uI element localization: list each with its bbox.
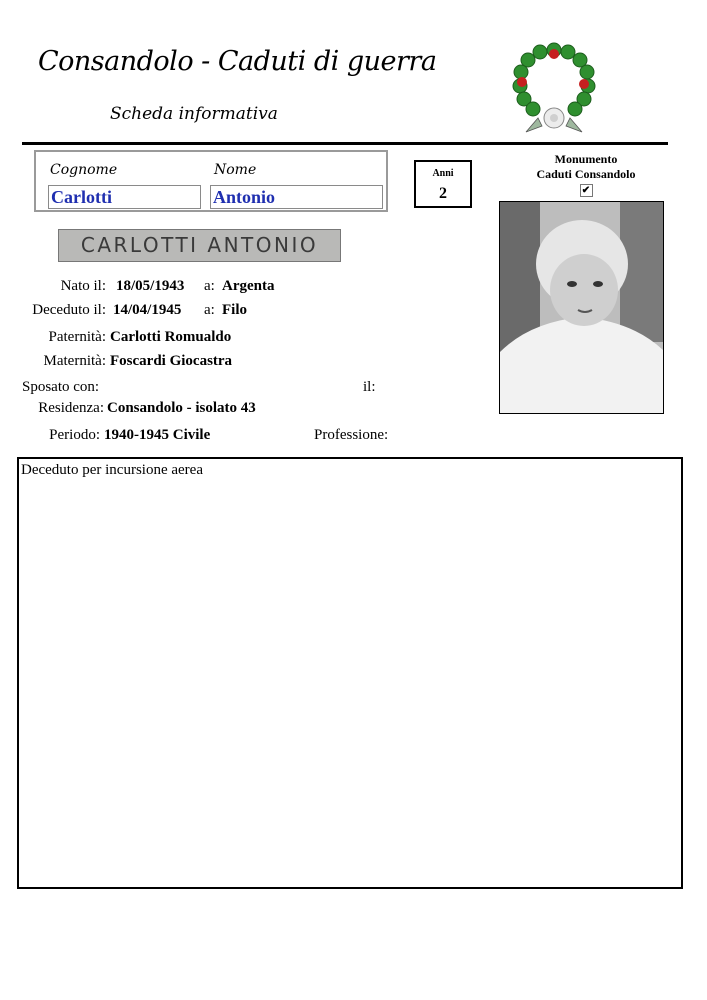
sposato-label: Sposato con: bbox=[22, 379, 100, 395]
residenza-label: Residenza: bbox=[38, 400, 104, 416]
monument-checkbox[interactable]: ✔ bbox=[580, 184, 593, 197]
nome-label: Nome bbox=[214, 162, 257, 178]
portrait-photo bbox=[499, 201, 664, 414]
maternita-value: Foscardi Giocastra bbox=[110, 353, 233, 369]
header-rule bbox=[22, 142, 668, 145]
nato-place: Argenta bbox=[222, 278, 275, 294]
monument-line2: Caduti Consandolo bbox=[536, 167, 636, 181]
periodo-label: Periodo: bbox=[49, 427, 100, 443]
periodo-value: 1940-1945 Civile bbox=[104, 427, 211, 443]
deceduto-a-label: a: bbox=[204, 302, 215, 318]
notes-box bbox=[17, 457, 683, 889]
deceduto-date: 14/04/1945 bbox=[113, 302, 182, 318]
cognome-field[interactable]: Carlotti bbox=[48, 185, 201, 209]
page-subtitle: Scheda informativa bbox=[110, 104, 278, 124]
monument-block bbox=[512, 152, 660, 197]
cognome-label: Cognome bbox=[50, 162, 118, 178]
portrait-image bbox=[500, 202, 664, 414]
il-label: il: bbox=[363, 379, 376, 395]
maternita-label: Maternità: bbox=[43, 353, 106, 369]
name-panel bbox=[34, 150, 388, 212]
age-value: 2 bbox=[439, 185, 447, 202]
page-title: Consandolo - Caduti di guerra bbox=[38, 46, 437, 77]
deceduto-label: Deceduto il: bbox=[32, 302, 106, 318]
professione-label: Professione: bbox=[314, 427, 389, 443]
notes-text: Deceduto per incursione aerea bbox=[21, 462, 203, 478]
monument-line1: Monumento bbox=[554, 152, 618, 166]
nato-label: Nato il: bbox=[60, 278, 106, 294]
residenza-value: Consandolo - isolato 43 bbox=[107, 400, 256, 416]
name-plaque: CARLOTTI ANTONIO bbox=[58, 229, 341, 262]
age-label: Anni bbox=[432, 168, 454, 179]
nome-field[interactable]: Antonio bbox=[210, 185, 383, 209]
wreath-icon bbox=[508, 40, 600, 136]
age-box bbox=[414, 160, 472, 208]
nato-a-label: a: bbox=[204, 278, 215, 294]
paternita-value: Carlotti Romualdo bbox=[110, 329, 232, 345]
paternita-label: Paternità: bbox=[48, 329, 106, 345]
nato-date: 18/05/1943 bbox=[116, 278, 185, 294]
deceduto-place: Filo bbox=[222, 302, 247, 318]
